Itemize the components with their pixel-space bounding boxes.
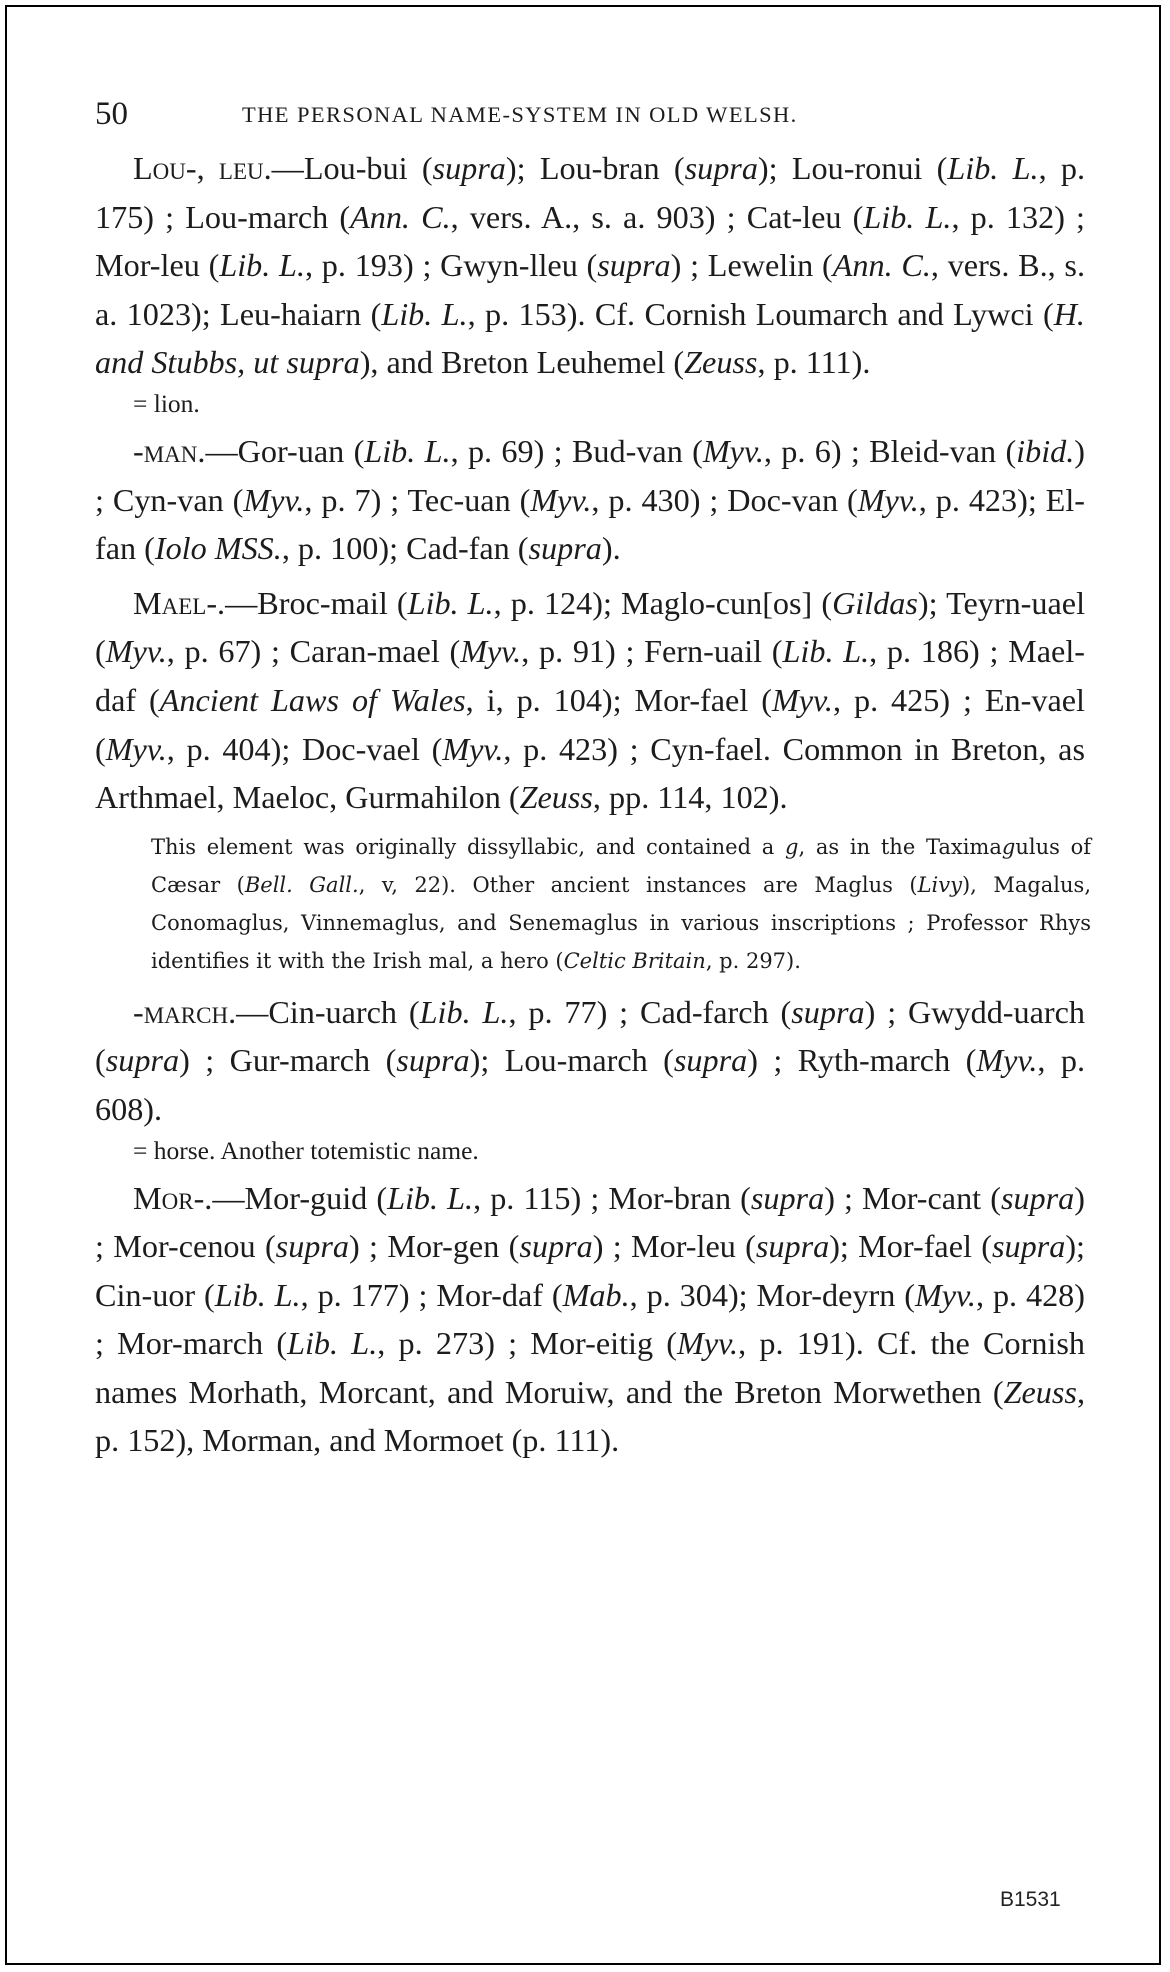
entry-head: Lou-, leu. bbox=[133, 150, 272, 186]
text-run: This element was originally dissyllabic, and contained a bbox=[151, 834, 786, 859]
small-print-note bbox=[151, 828, 1091, 980]
text-run: , p. 7) ; Tec-uan ( bbox=[304, 481, 531, 518]
text-run: , p. 404); Doc-vael ( bbox=[166, 730, 443, 767]
text-run: , p. 186) ; Mael-daf ( bbox=[95, 633, 1085, 718]
text-run: ); Mor-fael ( bbox=[829, 1228, 992, 1265]
citation-italic: supra bbox=[275, 1228, 350, 1265]
text-run: , p. 69) ; Bud-van ( bbox=[450, 432, 703, 469]
text-run: ) ; Mor-leu ( bbox=[592, 1228, 756, 1265]
citation-italic: Celtic Britain bbox=[563, 948, 706, 973]
citation-italic: Lib. L. bbox=[419, 993, 509, 1030]
citation-italic: supra bbox=[597, 247, 671, 284]
citation-italic: supra bbox=[750, 1179, 825, 1216]
text-run: —Cin-uarch ( bbox=[236, 993, 420, 1030]
citation-italic: g bbox=[785, 834, 799, 859]
text-run: , as in the Taxima bbox=[798, 834, 1002, 859]
text-run: , p. 100); Cad-fan ( bbox=[281, 530, 529, 567]
citation-italic: Myv. bbox=[771, 681, 833, 718]
text-run: ); Lou-bran ( bbox=[505, 150, 685, 186]
text-run: ); Teyrn-uael ( bbox=[95, 584, 1086, 670]
citation-italic: Myv. bbox=[857, 481, 919, 518]
citation-italic: supra bbox=[791, 993, 865, 1030]
archive-id: B1531 bbox=[1000, 1888, 1061, 1911]
citation-italic: Lib. L. bbox=[863, 198, 952, 235]
citation-italic: Ann. C. bbox=[832, 247, 931, 284]
entry-text bbox=[95, 427, 1085, 573]
citation-italic: Lib. L. bbox=[364, 432, 451, 469]
entry-mor bbox=[95, 1174, 1085, 1466]
citation-italic: Myv. bbox=[442, 730, 504, 767]
citation-italic: Iolo MSS. bbox=[154, 530, 282, 567]
text-run: ); Cin-uor ( bbox=[95, 1228, 1085, 1313]
citation-italic: Lib. L. bbox=[947, 150, 1039, 186]
text-run: ) ; Mor-cant ( bbox=[824, 1179, 1001, 1216]
entry-man bbox=[95, 427, 1085, 573]
text-run: , p. 423); El-fan ( bbox=[95, 481, 1086, 567]
text-run: , p. 124); Maglo-cun[os] ( bbox=[493, 584, 833, 621]
text-run: , vers. B., s. a. 1023); Leu-haiarn ( bbox=[95, 247, 1085, 332]
entry-text bbox=[95, 144, 1085, 387]
entry-body bbox=[95, 994, 1085, 1127]
citation-italic: supra bbox=[755, 1228, 830, 1265]
citation-italic: Bell. Gall. bbox=[244, 872, 359, 897]
entry-text bbox=[95, 579, 1085, 822]
entry-mael bbox=[95, 579, 1092, 980]
text-run: , p. 91) ; Fern-uail ( bbox=[521, 633, 783, 670]
citation-italic: ibid. bbox=[1016, 432, 1075, 469]
citation-italic: supra bbox=[528, 530, 602, 567]
citation-italic: Myv. bbox=[530, 481, 592, 518]
text-run: , vers. A., s. a. 903) ; Cat-leu ( bbox=[450, 198, 864, 235]
book-page bbox=[95, 96, 1092, 1465]
citation-italic: Lib. L. bbox=[214, 1276, 301, 1313]
citation-italic: Zeuss bbox=[684, 344, 758, 381]
text-run: ) ; Cyn-van ( bbox=[95, 432, 1086, 518]
text-run: —Mor-guid ( bbox=[212, 1179, 388, 1216]
text-run: ); Lou-ronui ( bbox=[757, 150, 948, 186]
text-run: ) ; Gwydd-uarch ( bbox=[95, 993, 1085, 1079]
text-run: ) ; Gur-march ( bbox=[179, 1042, 397, 1079]
text-run: , p. 177) ; Mor-daf ( bbox=[300, 1276, 563, 1313]
citation-italic: supra bbox=[396, 1042, 470, 1079]
text-run: , p. 67) ; Caran-mael ( bbox=[166, 633, 461, 670]
text-run: , v, 22). Other ancient instances are Maglus ( bbox=[358, 872, 918, 897]
gloss-note: = lion. bbox=[133, 388, 200, 418]
citation-italic: Lib. L. bbox=[381, 295, 468, 332]
citation-italic: Zeuss bbox=[1003, 1373, 1077, 1410]
text-run: ) ; Mor-gen ( bbox=[349, 1228, 520, 1265]
text-run: , p. 111). bbox=[757, 344, 871, 381]
page-header bbox=[95, 96, 1085, 144]
citation-italic: Livy bbox=[917, 872, 962, 897]
citation-italic: g bbox=[1001, 834, 1016, 859]
text-run: , pp. 114, 102). bbox=[592, 779, 788, 816]
text-run: , p. 175) ; Lou-march ( bbox=[95, 150, 1086, 235]
text-run: —Broc-mail ( bbox=[225, 584, 408, 621]
text-run: ) ; Mor-cenou ( bbox=[95, 1179, 1085, 1265]
citation-italic: Myv. bbox=[105, 730, 167, 767]
entry-text bbox=[95, 988, 1085, 1134]
text-run: ), Magalus, Conomaglus, Vinnemaglus, and Senemaglus in various inscriptions ; Professor Rhys identifies it with the Irish mal, a hero ( bbox=[151, 872, 1092, 973]
text-run: , p. 115) ; Mor-bran ( bbox=[473, 1179, 751, 1216]
citation-italic: Lib. L. bbox=[219, 247, 305, 284]
citation-italic: Myv. bbox=[914, 1276, 976, 1313]
entry-body bbox=[95, 585, 1085, 815]
citation-italic: Lib. L. bbox=[782, 633, 870, 670]
text-run: , p. 297). bbox=[705, 948, 801, 973]
citation-italic: Lib. L. bbox=[387, 1179, 474, 1216]
page-number: 50 bbox=[95, 96, 128, 132]
text-run: , p. 77) ; Cad-farch ( bbox=[508, 993, 792, 1030]
text-run: , p. 273) ; Mor-eitig ( bbox=[377, 1325, 678, 1362]
text-run: ), and Breton Leuhemel ( bbox=[359, 344, 685, 381]
citation-italic: Lib. L. bbox=[287, 1325, 378, 1362]
citation-italic: Gildas bbox=[832, 584, 918, 621]
citation-italic: Zeuss bbox=[519, 779, 593, 816]
citation-italic: Mab. bbox=[562, 1276, 630, 1313]
text-run: , i, p. 104); Mor-fael ( bbox=[465, 681, 772, 718]
citation-italic: supra bbox=[1000, 1179, 1075, 1216]
text-run: , p. 428) ; Mor-march ( bbox=[95, 1276, 1085, 1362]
gloss-note: = horse. Another totemistic name. bbox=[133, 1135, 479, 1165]
text-run: , p. 153). Cf. Cornish Loumarch and Lywci ( bbox=[467, 295, 1054, 332]
citation-italic: Ann. C. bbox=[350, 198, 451, 235]
text-run: , p. 132) ; Mor-leu ( bbox=[95, 198, 1085, 284]
citation-italic: supra bbox=[519, 1228, 593, 1265]
text-run: , p. 152), Morman, and Mormoet (p. 111). bbox=[95, 1373, 1085, 1459]
text-run: ) ; Ryth-march ( bbox=[747, 1042, 977, 1079]
entry-lou bbox=[95, 144, 1085, 419]
entry-body bbox=[95, 1180, 1085, 1459]
citation-italic: supra bbox=[991, 1228, 1066, 1265]
citation-italic: Myv. bbox=[677, 1325, 739, 1362]
citation-italic: Myv. bbox=[105, 633, 167, 670]
entry-text bbox=[95, 1174, 1085, 1466]
text-run: , p. 430) ; Doc-van ( bbox=[591, 481, 858, 518]
citation-italic: supra bbox=[673, 1042, 748, 1079]
entry-head: Mael-. bbox=[133, 584, 226, 621]
entry-head: -march. bbox=[133, 993, 237, 1030]
text-run: , p. 191). Cf. the Cornish names Morhath, Morcant, and Moruiw, and the Breton Morwethen ( bbox=[95, 1325, 1085, 1410]
text-run: , p. 425) ; En-vael ( bbox=[95, 681, 1085, 767]
entry-march bbox=[95, 988, 1085, 1166]
citation-italic: Ancient Laws of Wales bbox=[159, 681, 466, 718]
text-run: ulus of Cæsar ( bbox=[151, 834, 1092, 897]
citation-italic: supra bbox=[432, 150, 506, 186]
text-run: , p. 423) ; Cyn-fael. Common in Breton, as Arthmael, Maeloc, Gurmahilon ( bbox=[95, 730, 1085, 816]
text-run: ). bbox=[601, 530, 621, 567]
text-run: —Lou-bui ( bbox=[271, 150, 433, 186]
citation-italic: supra bbox=[684, 150, 758, 186]
text-run: , p. 193) ; Gwyn-lleu ( bbox=[305, 247, 598, 284]
citation-italic: supra bbox=[105, 1042, 180, 1079]
citation-italic: Myv. bbox=[243, 481, 305, 518]
citation-italic: Myv. bbox=[702, 432, 764, 469]
citation-italic: H. and Stubbs, ut supra bbox=[95, 295, 1085, 381]
citation-italic: Lib. L. bbox=[407, 584, 494, 621]
text-run: , p. 304); Mor-deyrn ( bbox=[629, 1276, 915, 1313]
running-head: THE PERSONAL NAME-SYSTEM IN OLD WELSH. bbox=[242, 102, 798, 127]
text-run: , p. 6) ; Bleid-van ( bbox=[763, 432, 1017, 469]
entry-head: -man. bbox=[133, 432, 206, 469]
citation-italic: Myv. bbox=[976, 1042, 1038, 1079]
citation-italic: Myv. bbox=[460, 633, 522, 670]
text-run: , p. 608). bbox=[95, 1042, 1086, 1127]
entry-body bbox=[95, 433, 1085, 566]
text-run: —Gor-uan ( bbox=[205, 432, 365, 469]
text-run: ) ; Lewelin ( bbox=[670, 247, 833, 284]
entry-head: Mor-. bbox=[133, 1179, 213, 1216]
text-run: ); Lou-march ( bbox=[469, 1042, 674, 1079]
